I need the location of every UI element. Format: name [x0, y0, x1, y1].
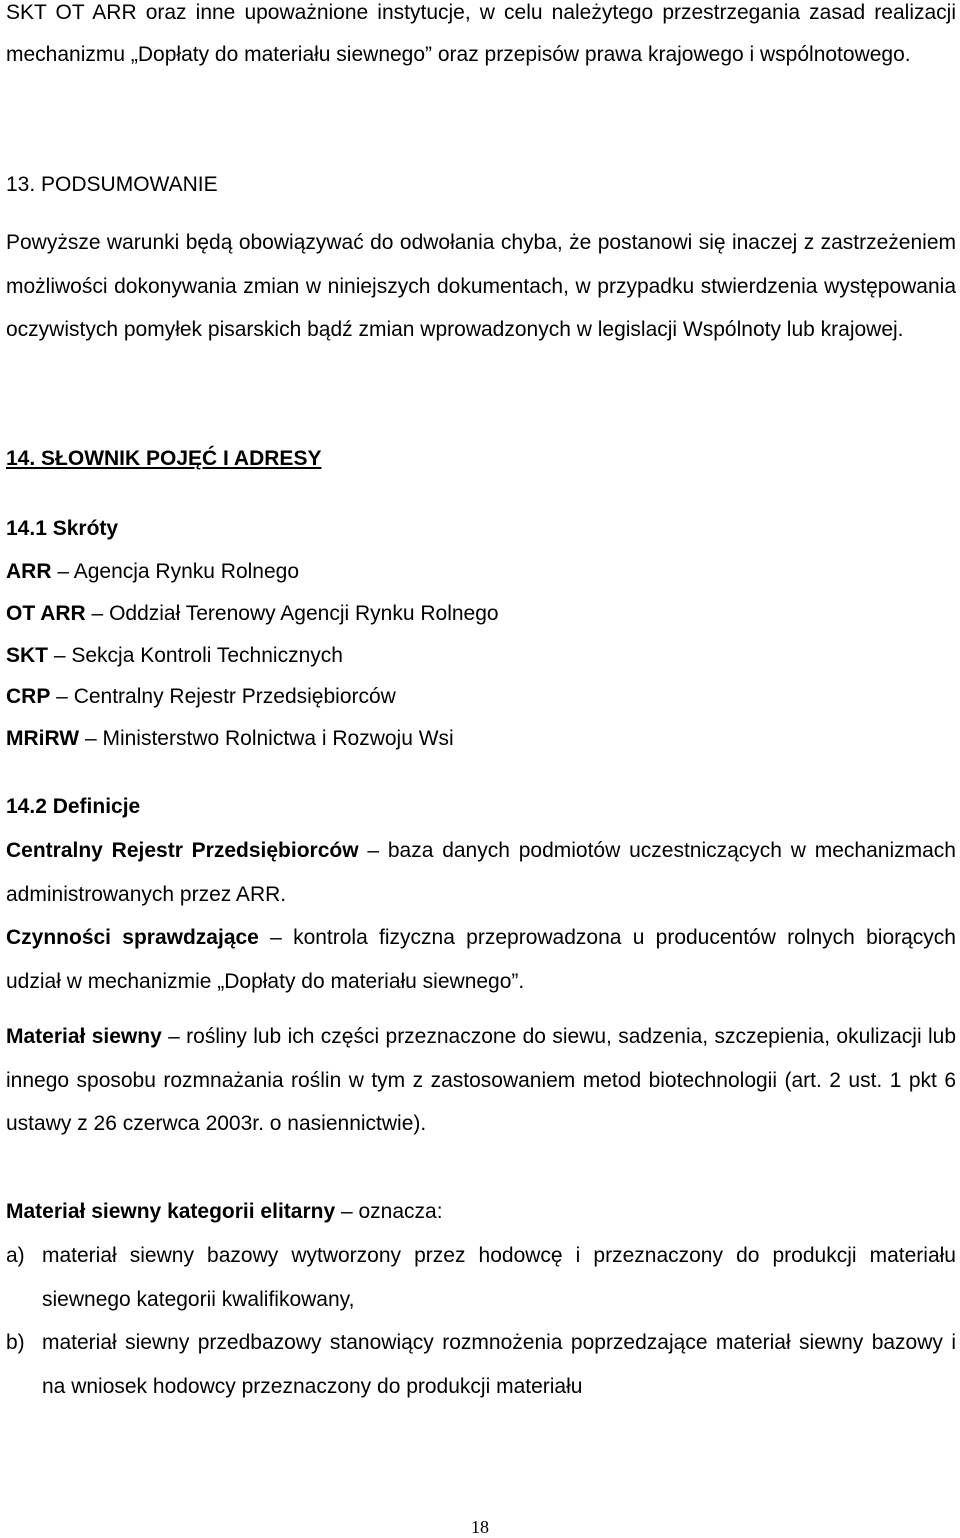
abbreviation-dash: –	[50, 685, 74, 709]
abbreviation: ARR	[6, 560, 52, 583]
abbreviation-meaning: Centralny Rejestr Przedsiębiorców	[73, 685, 396, 709]
definition-term: Czynności sprawdzające	[6, 926, 259, 949]
abbreviation-item	[6, 676, 956, 718]
abbreviations-heading: 14.1 Skróty	[6, 517, 119, 540]
list-marker: b)	[6, 1331, 25, 1354]
definitions-heading: 14.2 Definicje	[6, 795, 141, 818]
abbreviation-dash: –	[51, 560, 74, 583]
definition-item	[6, 1015, 956, 1146]
list-marker: a)	[6, 1244, 25, 1267]
definition-text: – oznacza:	[335, 1200, 443, 1223]
abbreviation-meaning: Ministerstwo Rolnictwa i Rozwoju Wsi	[102, 727, 454, 751]
abbreviation-meaning: Oddział Terenowy Agencji Rynku Rolnego	[109, 601, 499, 625]
definition-item	[6, 1190, 956, 1234]
definition-text: – kontrola fizyczna przeprowadzona u producentów rolnych biorących udział w mechanizmie „Dopłaty do materiału siewnego”.	[6, 926, 956, 993]
abbreviation: CRP	[6, 685, 51, 709]
abbreviation-meaning: Agencja Rynku Rolnego	[73, 560, 300, 583]
list-text: materiał siewny przedbazowy stanowiący rozmnożenia poprzedzające materiał siewny bazowy i na wniosek hodowcy przeznaczony do produkcji materiału	[42, 1331, 956, 1398]
definition-term: Centralny Rejestr Przedsiębiorców	[6, 839, 359, 862]
definition-text: – rośliny lub ich części przeznaczone do siewu, sadzenia, szczepienia, okulizacji lub innego sposobu rozmnażania roślin w tym z zastosowaniem metod biotechnologii (art. 2 ust. 1 pkt 6 ustawy z 26 czerwca 2003r. o nasiennictwie).	[6, 1025, 956, 1135]
definition-text: – baza danych podmiotów uczestniczących w mechanizmach administrowanych przez ARR.	[6, 839, 956, 906]
abbreviation-dash: –	[48, 643, 72, 667]
abbreviation-item	[6, 718, 956, 760]
abbreviation-meaning: Sekcja Kontroli Technicznych	[71, 643, 343, 667]
abbreviation: SKT	[6, 643, 48, 667]
intro-paragraph: SKT OT ARR oraz inne upoważnione instytucje, w celu należytego przestrzegania zasad realizacji mechanizmu „Dopłaty do materiału siewnego” oraz przepisów prawa krajowego i wspólnotowego.	[6, 1, 956, 66]
abbreviation-dash: –	[85, 601, 110, 625]
list-item	[6, 1321, 956, 1408]
list-item	[6, 1234, 956, 1321]
definition-term: Materiał siewny	[6, 1025, 162, 1048]
definition-term: Materiał siewny kategorii elitarny	[6, 1200, 336, 1223]
abbreviation: MRiRW	[6, 727, 80, 751]
elite-category-list	[6, 1234, 956, 1408]
abbreviation: OT ARR	[6, 601, 86, 625]
abbreviation-item	[6, 551, 956, 593]
abbreviation-dash: –	[79, 727, 103, 751]
section-13-heading: 13. PODSUMOWANIE	[6, 173, 218, 196]
definition-item	[6, 916, 956, 1003]
abbreviations-list	[6, 551, 956, 760]
abbreviation-item	[6, 635, 956, 677]
section-13-body: Powyższe warunki będą obowiązywać do odwołania chyba, że postanowi się inaczej z zastrzeżeniem możliwości dokonywania zmian w niniejszych dokumentach, w przypadku stwierdzenia występowania oczywistych pomyłek pisarskich bądź zmian wprowadzonych w legislacji Wspólnoty lub krajowej.	[6, 231, 956, 341]
abbreviation-item	[6, 593, 956, 635]
section-14-heading: 14. SŁOWNIK POJĘĆ I ADRESY	[6, 447, 322, 470]
definition-item	[6, 829, 956, 916]
page-number: 18	[471, 1517, 489, 1537]
list-text: materiał siewny bazowy wytworzony przez hodowcę i przeznaczony do produkcji materiału siewnego kategorii kwalifikowany,	[42, 1244, 956, 1311]
